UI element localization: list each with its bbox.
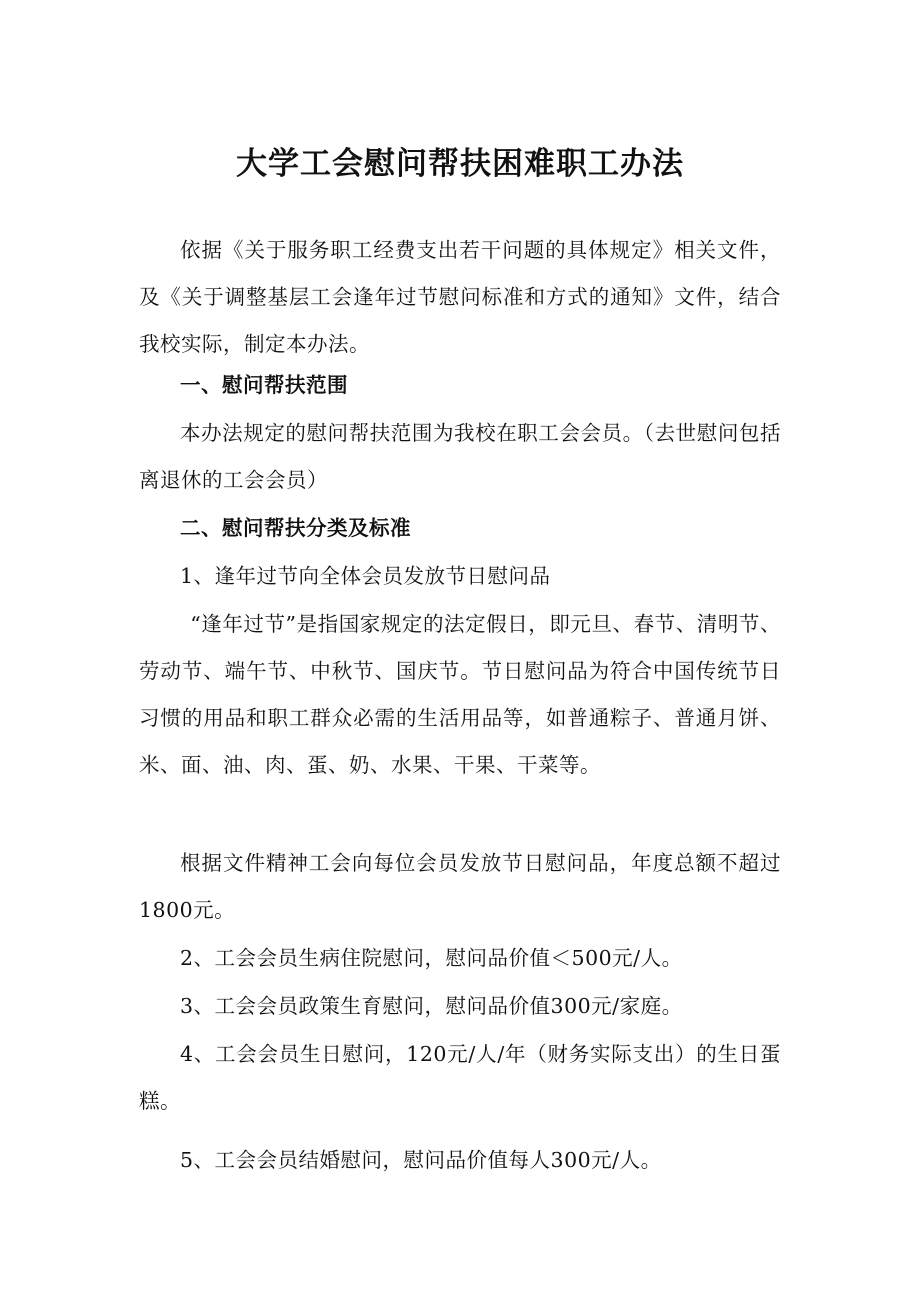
item-5: 5、工会会员结婚慰问，慰问品价值每人300元/人。 <box>180 1148 662 1172</box>
item-4: 4、工会会员生日慰问，120元/人/年（财务实际支出）的生日蛋糕。 <box>139 1042 781 1113</box>
item-3: 3、工会会员政策生育慰问，慰问品价值300元/家庭。 <box>180 994 683 1018</box>
intro-paragraph: 依据《关于服务职工经费支出若干问题的具体规定》相关文件，及《关于调整基层工会逢年过节慰问标准和方式的通知》文件，结合我校实际，制定本办法。 <box>139 238 781 356</box>
section-1-heading: 一、慰问帮扶范围 <box>180 373 348 397</box>
item-2: 2、工会会员生病住院慰问，慰问品价值＜500元/人。 <box>180 946 683 970</box>
item-1: 1、逢年过节向全体会员发放节日慰问品 <box>180 564 551 588</box>
item-1-detail: “逢年过节”是指国家规定的法定假日，即元旦、春节、清明节、劳动节、端午节、中秋节、国庆节。节日慰问品为符合中国传统节日习惯的用品和职工群众必需的生活用品等，如普通粽子、普通月饼、米、面、油、肉、蛋、奶、水果、干果、干菜等。 <box>139 612 781 777</box>
section-2-heading: 二、慰问帮扶分类及标准 <box>180 516 411 540</box>
section-1-body: 本办法规定的慰问帮扶范围为我校在职工会会员。（去世慰问包括离退休的工会会员） <box>139 421 781 492</box>
item-1-total: 根据文件精神工会向每位会员发放节日慰问品，年度总额不超过1800元。 <box>139 851 781 922</box>
document-title: 大学工会慰问帮扶困难职工办法 <box>236 146 684 182</box>
